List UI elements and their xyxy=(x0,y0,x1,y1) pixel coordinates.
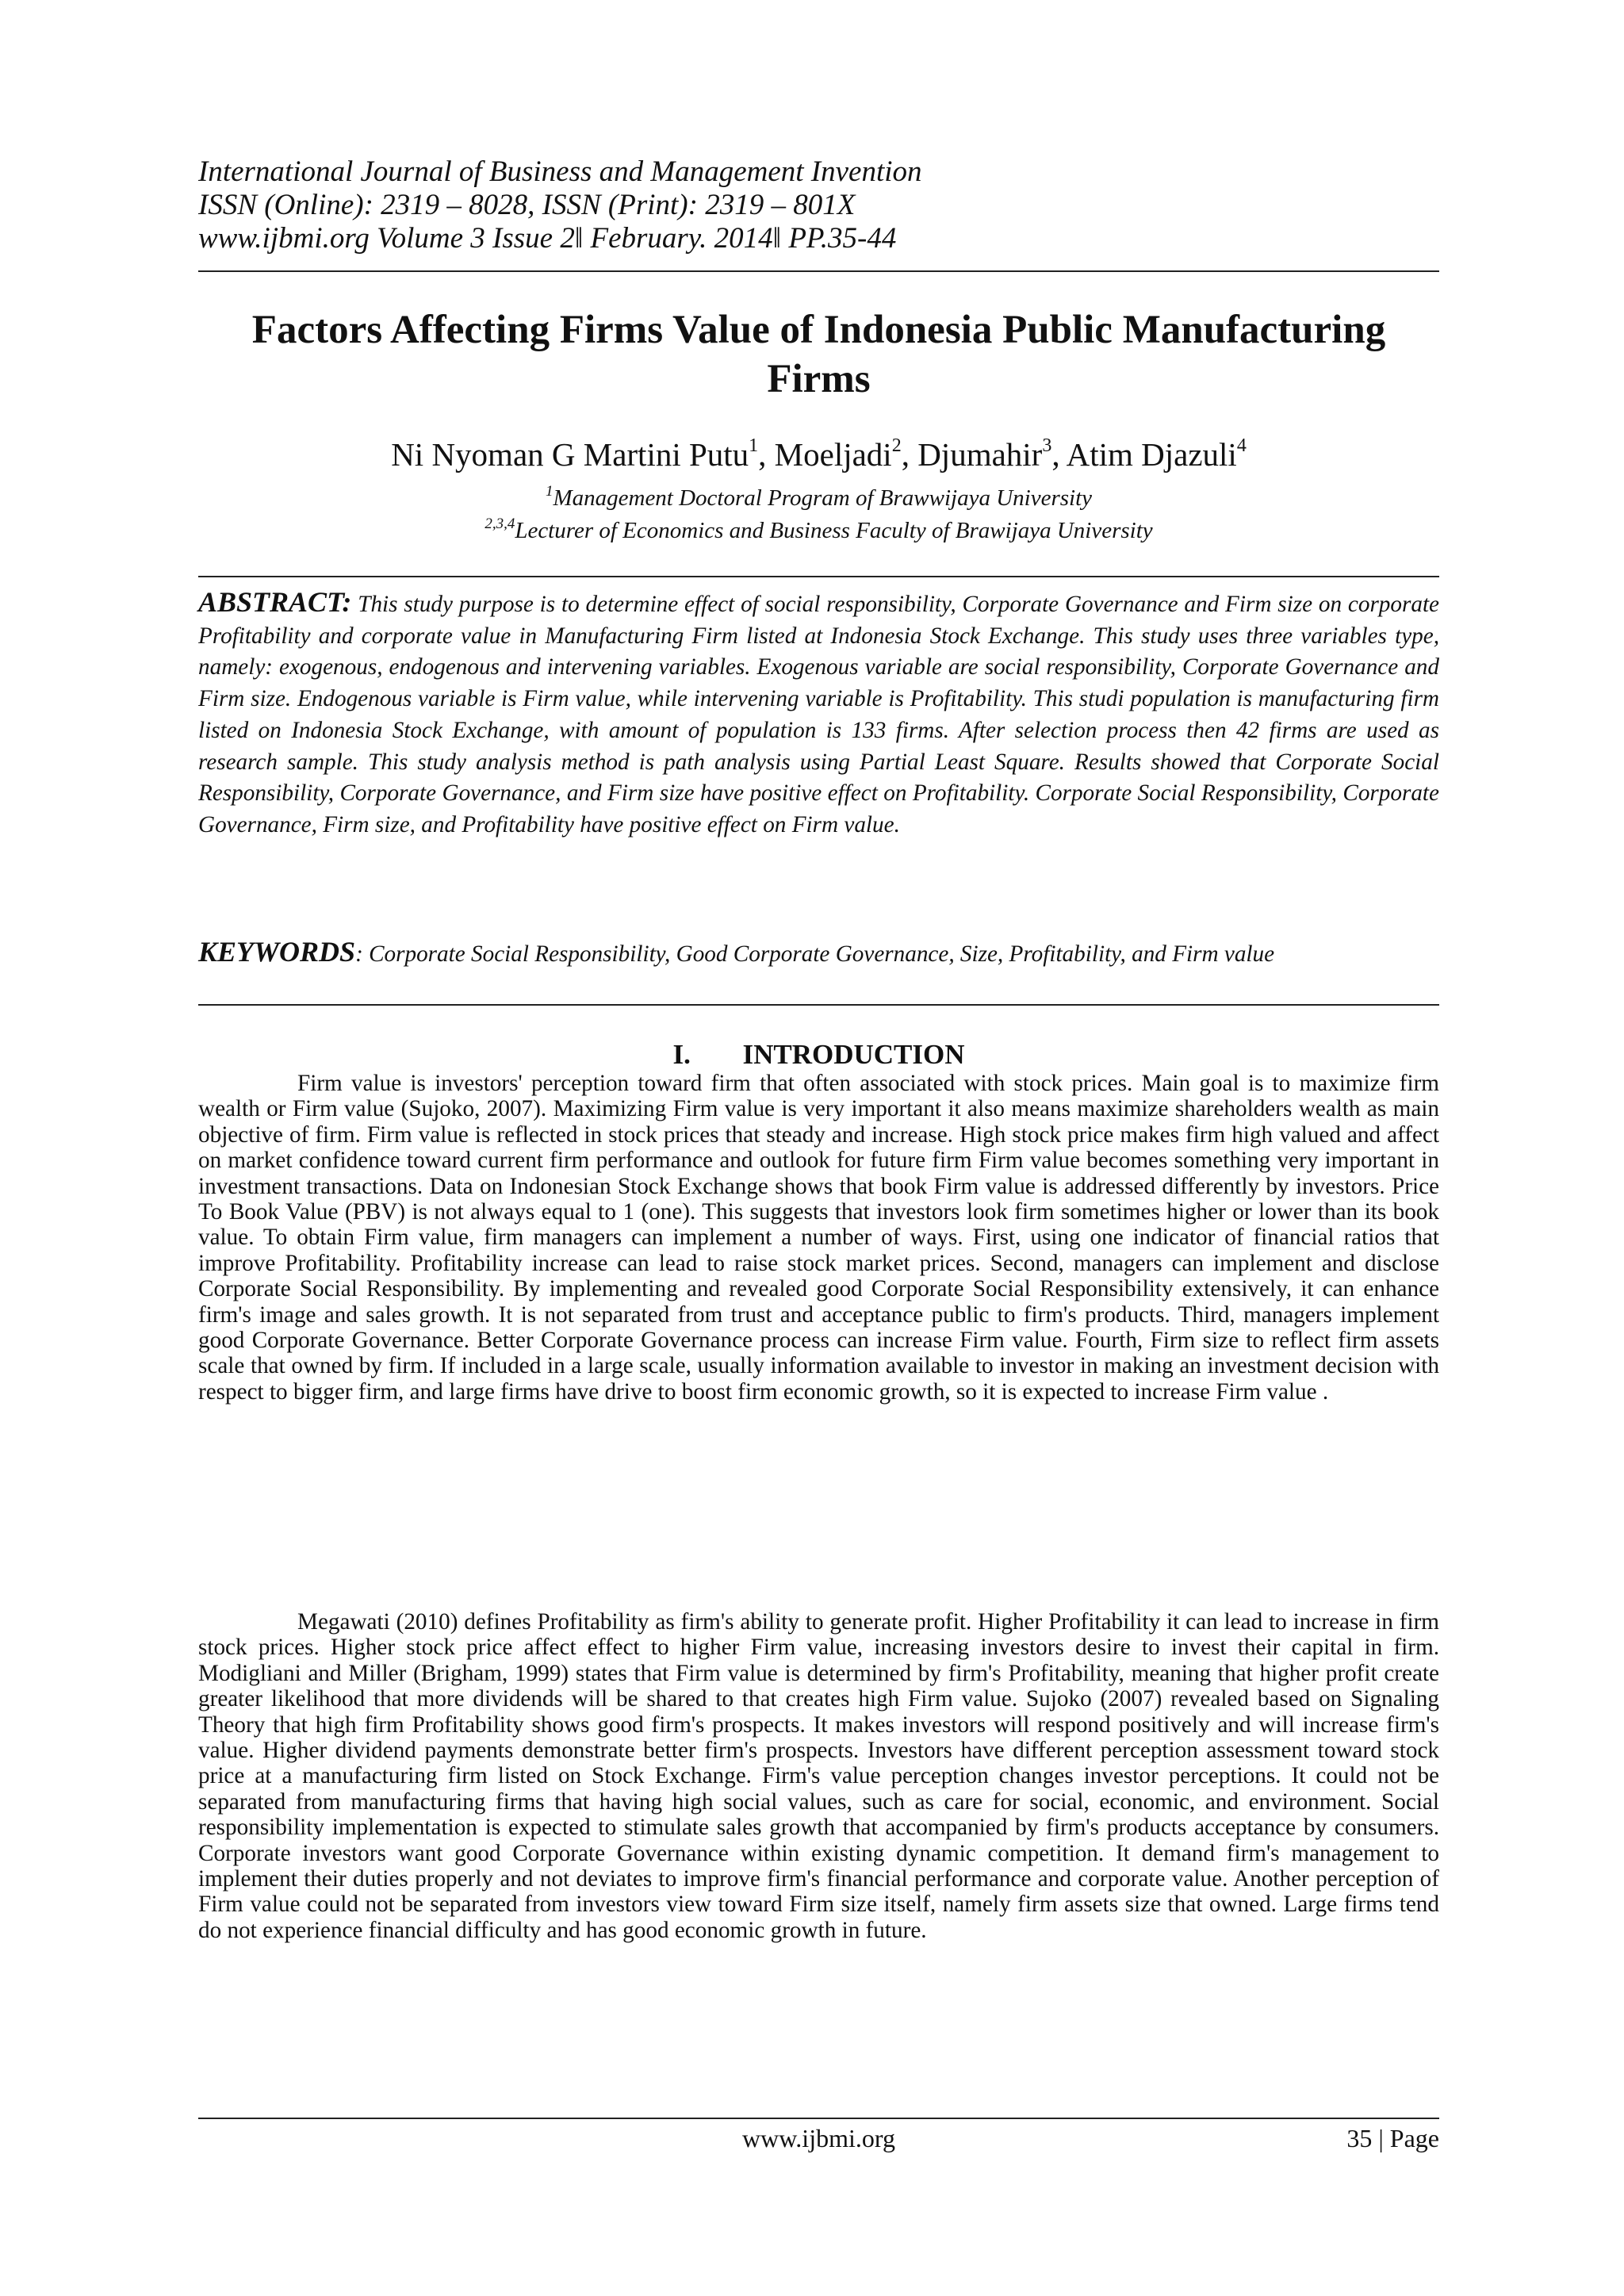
keywords-label: KEYWORDS xyxy=(198,936,356,968)
affiliation-2: $^{2,3,4}$Lecturer of Economics and Business Faculty of Brawijaya University xyxy=(485,516,1153,543)
paper-title: Factors Affecting Firms Value of Indonesia Public Manufacturing Firms xyxy=(251,308,1386,401)
author-sup: 3 xyxy=(1042,435,1052,456)
section-title: INTRODUCTION xyxy=(742,1039,965,1070)
abstract-bottom-rule xyxy=(198,1004,1439,1006)
journal-issn: ISSN (Online): 2319 – 8028, ISSN (Print): 2319 – 801X xyxy=(198,189,856,221)
section-number: I. xyxy=(672,1039,691,1070)
paper-page xyxy=(198,0,1439,2296)
header-rule xyxy=(198,270,1439,272)
abstract-label: ABSTRACT: xyxy=(198,586,352,618)
keywords xyxy=(198,936,1439,970)
author-sup: 1 xyxy=(749,435,759,456)
footer-rule xyxy=(198,2118,1439,2119)
author-name: Djumahir xyxy=(917,436,1043,473)
author-name: Atim Djazuli xyxy=(1066,436,1237,473)
footer-url: www.ijbmi.org xyxy=(742,2124,895,2152)
section-heading xyxy=(198,1038,1439,1071)
journal-name: International Journal of Business and Management Invention xyxy=(198,155,922,188)
journal-header xyxy=(198,155,1439,255)
author-list: Ni Nyoman G Martini Putu$^1$, Moeljadi$^2$, Djumahir$^3$, Atim Djazuli$^4$ xyxy=(391,435,1247,473)
author-name: Moeljadi xyxy=(774,436,892,473)
keywords-text: : Corporate Social Responsibility, Good Corporate Governance, Size, Profitability, and Firm value xyxy=(355,941,1275,967)
abstract-top-rule xyxy=(198,576,1439,577)
affiliation-1: $^1$Management Doctoral Program of Brawwijaya University xyxy=(545,483,1093,511)
intro-paragraph-2: Megawati (2010) defines Profitability as firm's ability to generate profit. Higher Profitability it can lead to increase in firm stock prices. Higher stock price affect effect to higher Firm value, increasing investors desire to invest their capital in firm. Modigliani and Miller (Brigham, 1999) states that Firm value is determined by firm's Profitability, meaning that higher profit create greater likelihood that more dividends will be shared to that creates high Firm value. Sujoko (2007) revealed based on Signaling Theory that high firm Profitability shows good firm's prospects. It makes investors will respond positively and will increase firm's value. Higher dividend payments demonstrate better firm's prospects. Investors have different perception assessment toward stock price at a manufacturing firm listed on Stock Exchange. Firm's value perception changes investor perceptions. It could not be separated from manufacturing firms that having high social values, such as care for social, economic, and environment. Social responsibility implementation is expected to stimulate sales growth that accompanied by firm's products acceptance by consumers. Corporate investors want good Corporate Governance within existing dynamic competition. It demand firm's management to implement their duties properly and not deviates to improve firm's financial performance and corporate value. Another perception of Firm value could not be separated from investors view toward Firm size itself, namely firm assets size that owned. Large firms tend do not experience financial difficulty and has good economic growth in future. xyxy=(198,1609,1439,1943)
author-sup: 2 xyxy=(891,435,902,456)
journal-volume: www.ijbmi.org Volume 3 Issue 2ǁ February. 2014ǁ PP.35-44 xyxy=(198,222,897,255)
intro-paragraph-1: Firm value is investors' perception toward firm that often associated with stock prices. Main goal is to maximize firm wealth or Firm value (Sujoko, 2007). Maximizing Firm value is very important it also means maximize shareholders wealth as main objective of firm. Firm value is reflected in stock prices that steady and increase. High stock price makes firm high valued and affect on market confidence toward current firm performance and outlook for future firm Firm value becomes something very important in investment transactions. Data on Indonesian Stock Exchange shows that book Firm value is addressed differently by investors. Price To Book Value (PBV) is not always equal to 1 (one). This suggests that investors look firm sometimes higher or lower than its book value. To obtain Firm value, firm managers can implement a number of ways. First, using one indicator of financial ratios that improve Profitability. Profitability increase can lead to raise stock market prices. Second, managers can implement and disclose Corporate Social Responsibility. By implementing and revealed good Corporate Social Responsibility extensively, it can enhance firm's image and sales growth. It is not separated from trust and acceptance public to firm's products. Third, managers implement good Corporate Governance. Better Corporate Governance process can increase Firm value. Fourth, Firm size to reflect firm assets scale that owned by firm. If included in a large scale, usually information available to investor in making an investment decision with respect to bigger firm, and large firms have drive to boost firm economic growth, so it is expected to increase Firm value . xyxy=(198,1071,1439,1405)
author-sup: 4 xyxy=(1236,435,1247,456)
abstract-text: This study purpose is to determine effect of social responsibility, Corporate Governance and Firm size on corporate Profitability and corporate value in Manufacturing Firm listed at Indonesia Stock Exchange. This study uses three variables type, namely: exogenous, endogenous and intervening variables. Exogenous variable are social responsibility, Corporate Governance and Firm size. Endogenous variable is Firm value, while intervening variable is Profitability. This studi population is manufacturing firm listed on Indonesia Stock Exchange, with amount of population is 133 firms. After selection process then 42 firms are used as research sample. This study analysis method is path analysis using Partial Least Square. Results showed that Corporate Social Responsibility, Corporate Governance, and Firm size have positive effect on Profitability. Corporate Social Responsibility, Corporate Governance, Firm size, and Profitability have positive effect on Firm value. xyxy=(198,592,1440,838)
page-number: 35 | Page xyxy=(1346,2124,1439,2152)
abstract xyxy=(198,587,1439,841)
author-name: Ni Nyoman G Martini Putu xyxy=(391,436,749,473)
